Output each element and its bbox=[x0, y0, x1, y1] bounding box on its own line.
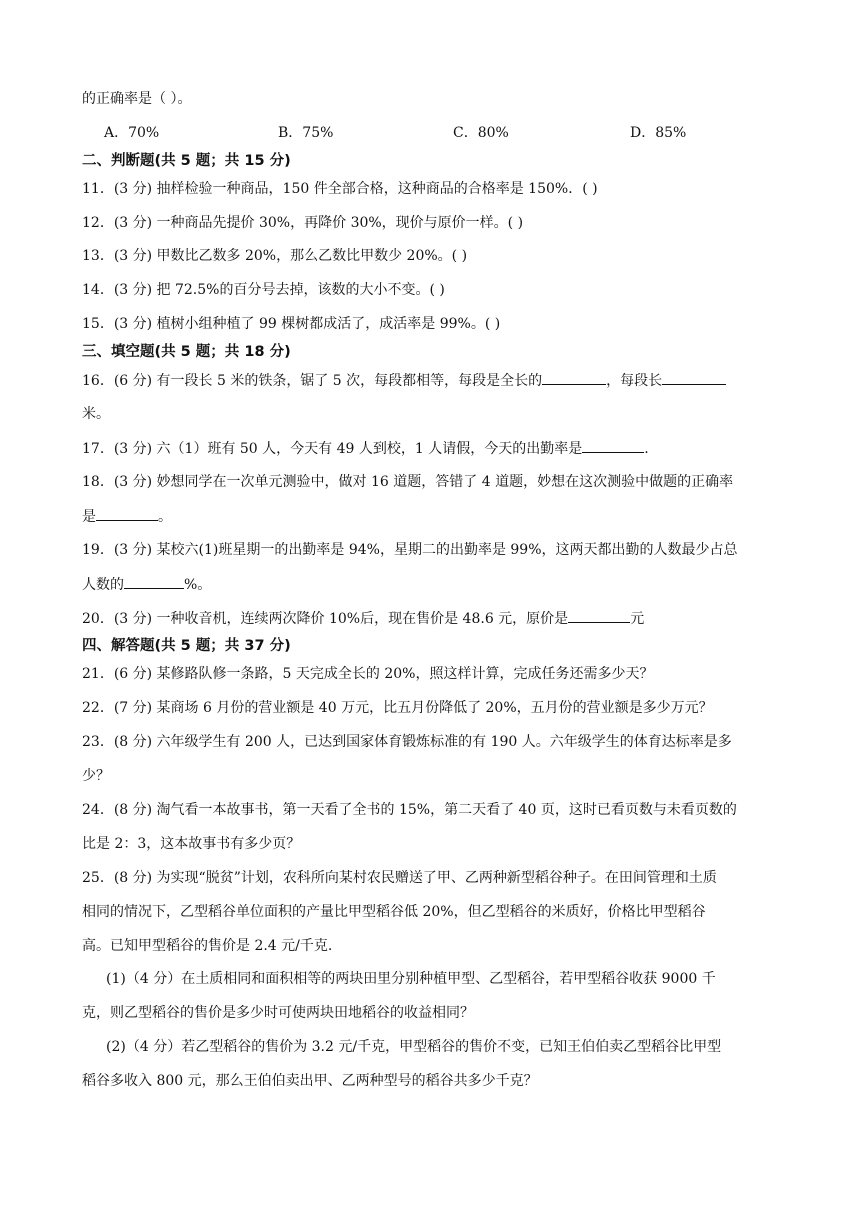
question-20-text: 元 bbox=[630, 611, 645, 627]
question-11: 11．(3 分) 抽样检验一种商品，150 件全部合格，这种商品的合格率是 150%．( ) bbox=[82, 181, 598, 197]
question-13: 13．(3 分) 甲数比乙数多 20%，那么乙数比甲数少 20%。( ) bbox=[82, 248, 468, 264]
question-24: 24．(8 分) 淘气看一本故事书，第一天看了全书的 15%，第二天看了 40 页，这时已看页数与未看页数的 bbox=[82, 802, 737, 818]
question-23-continuation: 少？ bbox=[82, 768, 110, 784]
question-19-text: %。 bbox=[184, 577, 212, 593]
answer-blank[interactable] bbox=[662, 370, 726, 385]
section-heading-judgement: 二、判断题(共 5 题；共 15 分) bbox=[82, 153, 291, 169]
answer-blank[interactable] bbox=[124, 574, 184, 589]
question-25-part-2: (2)（4 分）若乙型稻谷的售价为 3.2 元/千克，甲型稻谷的售价不变，已知王伯伯卖乙型稻谷比甲型 bbox=[106, 1039, 722, 1055]
answer-blank[interactable] bbox=[542, 370, 606, 385]
question-23: 23．(8 分) 六年级学生有 200 人，已达到国家体育锻炼标准的有 190 人。六年级学生的体育达标率是多 bbox=[82, 734, 732, 750]
question-17-text: . bbox=[644, 441, 649, 457]
answer-blank[interactable] bbox=[568, 608, 630, 623]
question-24-continuation: 比是 2：3，这本故事书有多少页？ bbox=[82, 836, 301, 852]
question-16-continuation: 米。 bbox=[82, 406, 110, 422]
question-20-text: 20．(3 分) 一种收音机，连续两次降价 10%后，现在售价是 48.6 元，原价是 bbox=[82, 611, 569, 627]
section-heading-solutions: 四、解答题(共 5 题；共 37 分) bbox=[82, 638, 291, 654]
question-20 bbox=[82, 608, 644, 629]
question-14: 14．(3 分) 把 72.5%的百分号去掉，该数的大小不变。( ) bbox=[82, 282, 445, 298]
question-18: 18．(3 分) 妙想同学在一次单元测验中，做对 16 道题，答错了 4 道题，妙想在这次测验中做题的正确率 bbox=[82, 474, 734, 490]
question-19-text: 人数的 bbox=[82, 577, 124, 593]
question-16-text: ，每段长 bbox=[606, 373, 663, 389]
question-25-continuation: 相同的情况下，乙型稻谷单位面积的产量比甲型稻谷低 20%，但乙型稻谷的米质好，价格比甲型稻谷 bbox=[82, 904, 706, 920]
option-d: D．85% bbox=[630, 125, 687, 141]
question-16-text: 16．(6 分) 有一段长 5 米的铁条，锯了 5 次，每段都相等，每段是全长的 bbox=[82, 373, 543, 389]
question-19-continuation bbox=[82, 574, 211, 595]
question-25-part-2-continuation: 稻谷多收入 800 元，那么王伯伯卖出甲、乙两种型号的稻谷共多少千克？ bbox=[82, 1073, 538, 1089]
question-15: 15．(3 分) 植树小组种植了 99 棵树都成活了，成活率是 99%。( ) bbox=[82, 316, 501, 332]
question-16 bbox=[82, 370, 726, 391]
question-17-text: 17．(3 分) 六（1）班有 50 人，今天有 49 人到校，1 人请假，今天的出勤率是 bbox=[82, 441, 583, 457]
question-25-part-1-continuation: 克，则乙型稻谷的售价是多少时可使两块田地稻谷的收益相同？ bbox=[82, 1005, 474, 1021]
question-25-part-1: (1)（4 分）在土质相同和面积相等的两块田里分别种植甲型、乙型稻谷，若甲型稻谷收获 9000 千 bbox=[106, 971, 716, 987]
answer-blank[interactable] bbox=[582, 438, 644, 453]
option-c: C．80% bbox=[453, 125, 509, 141]
option-a: A．70% bbox=[104, 125, 160, 141]
question-25-continuation: 高。已知甲型稻谷的售价是 2.4 元/千克. bbox=[82, 938, 333, 954]
question-22: 22．(7 分) 某商场 6 月份的营业额是 40 万元，比五月份降低了 20%，五月份的营业额是多少万元？ bbox=[82, 700, 713, 716]
option-b: B．75% bbox=[278, 125, 334, 141]
question-18-text: 是 bbox=[82, 509, 96, 525]
question-18-continuation bbox=[82, 506, 172, 527]
answer-blank[interactable] bbox=[96, 506, 158, 521]
question-18-text: 。 bbox=[158, 509, 172, 525]
question-19: 19．(3 分) 某校六(1)班星期一的出勤率是 94%，星期二的出勤率是 99%，这两天都出勤的人数最少占总 bbox=[82, 542, 738, 558]
question-17 bbox=[82, 438, 649, 459]
question-10-continuation: 的正确率是（ ）。 bbox=[82, 91, 192, 107]
question-12: 12．(3 分) 一种商品先提价 30%，再降价 30%，现价与原价一样。( ) bbox=[82, 215, 524, 231]
question-25: 25．(8 分) 为实现“脱贫”计划，农科所向某村农民赠送了甲、乙两种新型稻谷种子。在田间管理和土质 bbox=[82, 870, 717, 886]
section-heading-fill-in: 三、填空题(共 5 题；共 18 分) bbox=[82, 344, 291, 360]
question-21: 21．(6 分) 某修路队修一条路，5 天完成全长的 20%，照这样计算，完成任务还需多少天？ bbox=[82, 666, 654, 682]
